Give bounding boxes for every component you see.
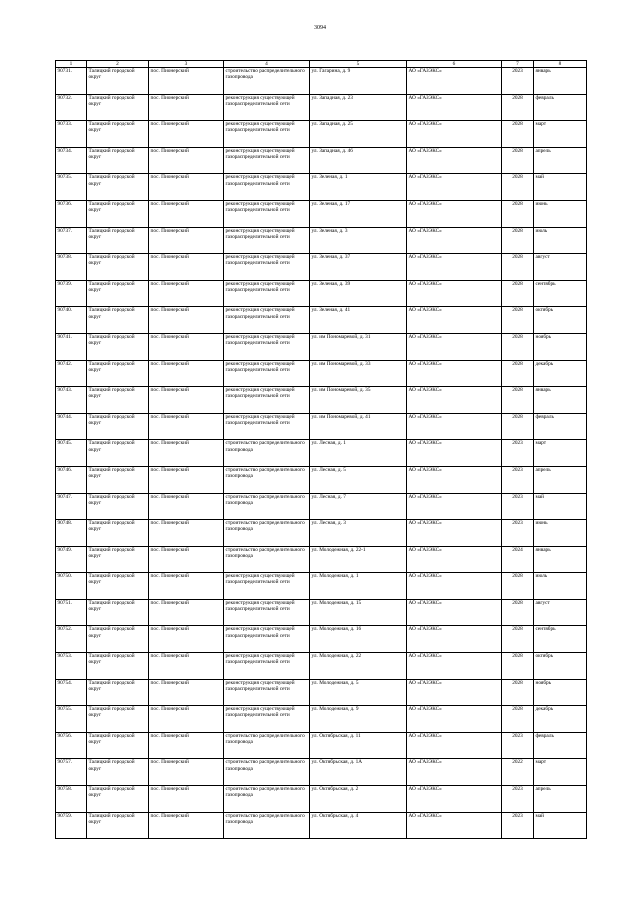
settlement-cell: пос. Пионерский [149, 360, 224, 387]
table-row [56, 599, 587, 626]
row-number: 90738. [56, 254, 87, 281]
district-cell: Талицкий городской округ [87, 121, 149, 148]
work-type-cell: строительство распределительного газопровода [224, 786, 310, 813]
district-cell: Талицкий городской округ [87, 732, 149, 759]
company-cell: АО «ГАЗЭКС» [407, 546, 502, 573]
work-type-cell: реконструкция существующей газораспределительной сети [224, 94, 310, 121]
district-cell: Талицкий городской округ [87, 147, 149, 174]
month-cell: ноябрь [534, 333, 587, 360]
settlement-cell: пос. Пионерский [149, 440, 224, 467]
company-cell: АО «ГАЗЭКС» [407, 520, 502, 547]
row-number: 90732. [56, 94, 87, 121]
district-cell: Талицкий городской округ [87, 466, 149, 493]
address-cell: ул. Западная, д. 23 [310, 94, 407, 121]
district-cell: Талицкий городской округ [87, 254, 149, 281]
column-number: 6 [407, 61, 502, 68]
month-cell: июль [534, 573, 587, 600]
column-number: 5 [310, 61, 407, 68]
district-cell: Талицкий городской округ [87, 599, 149, 626]
address-cell: ул. Лесная, д. 1 [310, 440, 407, 467]
table-row [56, 812, 587, 839]
month-cell: октябрь [534, 307, 587, 334]
column-number: 3 [149, 61, 224, 68]
month-cell: декабрь [534, 706, 587, 733]
settlement-cell: пос. Пионерский [149, 387, 224, 414]
address-cell: ул. Молодежная, д. 22-1 [310, 546, 407, 573]
work-type-cell: строительство распределительного газопровода [224, 466, 310, 493]
year-cell: 2028 [502, 413, 534, 440]
row-number: 90751. [56, 599, 87, 626]
year-cell: 2023 [502, 520, 534, 547]
year-cell: 2028 [502, 626, 534, 653]
district-cell: Талицкий городской округ [87, 360, 149, 387]
column-number-row [56, 61, 587, 68]
settlement-cell: пос. Пионерский [149, 732, 224, 759]
year-cell: 2023 [502, 732, 534, 759]
year-cell: 2023 [502, 466, 534, 493]
district-cell: Талицкий городской округ [87, 520, 149, 547]
work-type-cell: строительство распределительного газопровода [224, 732, 310, 759]
company-cell: АО «ГАЗЭКС» [407, 706, 502, 733]
company-cell: АО «ГАЗЭКС» [407, 466, 502, 493]
row-number: 90735. [56, 174, 87, 201]
work-type-cell: реконструкция существующей газораспределительной сети [224, 599, 310, 626]
year-cell: 2028 [502, 679, 534, 706]
address-cell: ул. Молодежная, д. 9 [310, 706, 407, 733]
address-cell: ул. Октябрьская, д. 4 [310, 812, 407, 839]
table-row [56, 732, 587, 759]
year-cell: 2028 [502, 387, 534, 414]
column-number: 8 [534, 61, 587, 68]
address-cell: ул. Лесная, д. 7 [310, 493, 407, 520]
table-row [56, 546, 587, 573]
month-cell: июнь [534, 200, 587, 227]
table-body [56, 61, 587, 839]
table-row [56, 706, 587, 733]
table-row [56, 413, 587, 440]
month-cell: февраль [534, 94, 587, 121]
district-cell: Талицкий городской округ [87, 679, 149, 706]
year-cell: 2023 [502, 440, 534, 467]
district-cell: Талицкий городской округ [87, 280, 149, 307]
month-cell: сентябрь [534, 626, 587, 653]
company-cell: АО «ГАЗЭКС» [407, 573, 502, 600]
district-cell: Талицкий городской округ [87, 227, 149, 254]
address-cell: ул. им Пономаревой, д. 33 [310, 360, 407, 387]
year-cell: 2028 [502, 307, 534, 334]
column-number: 7 [502, 61, 534, 68]
month-cell: сентябрь [534, 280, 587, 307]
row-number: 90759. [56, 812, 87, 839]
row-number: 90750. [56, 573, 87, 600]
company-cell: АО «ГАЗЭКС» [407, 307, 502, 334]
settlement-cell: пос. Пионерский [149, 759, 224, 786]
table-row [56, 280, 587, 307]
work-type-cell: реконструкция существующей газораспределительной сети [224, 626, 310, 653]
table-row [56, 759, 587, 786]
work-type-cell: реконструкция существующей газораспределительной сети [224, 653, 310, 680]
month-cell: февраль [534, 732, 587, 759]
year-cell: 2028 [502, 599, 534, 626]
work-type-cell: строительство распределительного газопровода [224, 546, 310, 573]
month-cell: март [534, 759, 587, 786]
table-row [56, 94, 587, 121]
month-cell: апрель [534, 786, 587, 813]
company-cell: АО «ГАЗЭКС» [407, 200, 502, 227]
district-cell: Талицкий городской округ [87, 759, 149, 786]
settlement-cell: пос. Пионерский [149, 679, 224, 706]
row-number: 90744. [56, 413, 87, 440]
company-cell: АО «ГАЗЭКС» [407, 360, 502, 387]
address-cell: ул. Лесная, д. 3 [310, 520, 407, 547]
district-cell: Талицкий городской округ [87, 387, 149, 414]
column-number: 4 [224, 61, 310, 68]
year-cell: 2028 [502, 174, 534, 201]
district-cell: Талицкий городской округ [87, 307, 149, 334]
year-cell: 2028 [502, 254, 534, 281]
row-number: 90741. [56, 333, 87, 360]
settlement-cell: пос. Пионерский [149, 706, 224, 733]
work-type-cell: строительство распределительного газопровода [224, 440, 310, 467]
table-row [56, 333, 587, 360]
page-number: 3094 [314, 25, 326, 31]
district-cell: Талицкий городской округ [87, 706, 149, 733]
year-cell: 2023 [502, 493, 534, 520]
address-cell: ул. Молодежная, д. 5 [310, 679, 407, 706]
row-number: 90754. [56, 679, 87, 706]
row-number: 90752. [56, 626, 87, 653]
work-type-cell: реконструкция существующей газораспределительной сети [224, 413, 310, 440]
year-cell: 2024 [502, 546, 534, 573]
company-cell: АО «ГАЗЭКС» [407, 440, 502, 467]
settlement-cell: пос. Пионерский [149, 121, 224, 148]
month-cell: апрель [534, 147, 587, 174]
table-row [56, 307, 587, 334]
row-number: 90756. [56, 732, 87, 759]
settlement-cell: пос. Пионерский [149, 812, 224, 839]
column-number: 2 [87, 61, 149, 68]
work-type-cell: реконструкция существующей газораспределительной сети [224, 387, 310, 414]
month-cell: январь [534, 546, 587, 573]
month-cell: январь [534, 387, 587, 414]
row-number: 90746. [56, 466, 87, 493]
company-cell: АО «ГАЗЭКС» [407, 254, 502, 281]
district-cell: Талицкий городской округ [87, 333, 149, 360]
work-type-cell: реконструкция существующей газораспределительной сети [224, 200, 310, 227]
month-cell: май [534, 174, 587, 201]
month-cell: ноябрь [534, 679, 587, 706]
address-cell: ул. Октябрьская, д. 11 [310, 732, 407, 759]
year-cell: 2028 [502, 573, 534, 600]
address-cell: ул. Западная, д. 46 [310, 147, 407, 174]
work-type-cell: реконструкция существующей газораспределительной сети [224, 360, 310, 387]
row-number: 90737. [56, 227, 87, 254]
district-cell: Талицкий городской округ [87, 68, 149, 95]
settlement-cell: пос. Пионерский [149, 466, 224, 493]
district-cell: Талицкий городской округ [87, 493, 149, 520]
company-cell: АО «ГАЗЭКС» [407, 147, 502, 174]
district-cell: Талицкий городской округ [87, 812, 149, 839]
company-cell: АО «ГАЗЭКС» [407, 812, 502, 839]
company-cell: АО «ГАЗЭКС» [407, 493, 502, 520]
row-number: 90733. [56, 121, 87, 148]
table-row [56, 121, 587, 148]
table-row [56, 653, 587, 680]
table-row [56, 360, 587, 387]
address-cell: ул. Молодежная, д. 15 [310, 599, 407, 626]
month-cell: март [534, 440, 587, 467]
row-number: 90739. [56, 280, 87, 307]
company-cell: АО «ГАЗЭКС» [407, 599, 502, 626]
company-cell: АО «ГАЗЭКС» [407, 626, 502, 653]
company-cell: АО «ГАЗЭКС» [407, 68, 502, 95]
table-row [56, 68, 587, 95]
month-cell: февраль [534, 413, 587, 440]
district-cell: Талицкий городской округ [87, 546, 149, 573]
settlement-cell: пос. Пионерский [149, 520, 224, 547]
month-cell: июль [534, 227, 587, 254]
year-cell: 2023 [502, 68, 534, 95]
settlement-cell: пос. Пионерский [149, 626, 224, 653]
address-cell: ул. Молодежная, д. 1 [310, 573, 407, 600]
work-type-cell: реконструкция существующей газораспределительной сети [224, 227, 310, 254]
work-type-cell: реконструкция существующей газораспределительной сети [224, 679, 310, 706]
company-cell: АО «ГАЗЭКС» [407, 280, 502, 307]
table-row [56, 493, 587, 520]
district-cell: Талицкий городской округ [87, 174, 149, 201]
address-cell: ул. Зеленая, д. 37 [310, 254, 407, 281]
district-cell: Талицкий городской округ [87, 626, 149, 653]
settlement-cell: пос. Пионерский [149, 280, 224, 307]
table-row [56, 200, 587, 227]
district-cell: Талицкий городской округ [87, 413, 149, 440]
month-cell: март [534, 121, 587, 148]
table-row [56, 387, 587, 414]
settlement-cell: пос. Пионерский [149, 493, 224, 520]
settlement-cell: пос. Пионерский [149, 786, 224, 813]
settlement-cell: пос. Пионерский [149, 413, 224, 440]
company-cell: АО «ГАЗЭКС» [407, 679, 502, 706]
address-cell: ул. Молодежная, д. 16 [310, 626, 407, 653]
work-type-cell: реконструкция существующей газораспределительной сети [224, 307, 310, 334]
month-cell: декабрь [534, 360, 587, 387]
address-cell: ул. Октябрьская, д. 1А [310, 759, 407, 786]
company-cell: АО «ГАЗЭКС» [407, 333, 502, 360]
column-number: 1 [56, 61, 87, 68]
row-number: 90758. [56, 786, 87, 813]
row-number: 90757. [56, 759, 87, 786]
work-type-cell: строительство распределительного газопровода [224, 68, 310, 95]
table-row [56, 786, 587, 813]
table-row [56, 626, 587, 653]
company-cell: АО «ГАЗЭКС» [407, 786, 502, 813]
work-type-cell: реконструкция существующей газораспределительной сети [224, 573, 310, 600]
year-cell: 2028 [502, 360, 534, 387]
address-cell: ул. Зеленая, д. 17 [310, 200, 407, 227]
work-type-cell: строительство распределительного газопровода [224, 759, 310, 786]
work-type-cell: строительство распределительного газопровода [224, 812, 310, 839]
address-cell: ул. Молодежная, д. 22 [310, 653, 407, 680]
company-cell: АО «ГАЗЭКС» [407, 94, 502, 121]
company-cell: АО «ГАЗЭКС» [407, 387, 502, 414]
table-row [56, 440, 587, 467]
work-type-cell: реконструкция существующей газораспределительной сети [224, 254, 310, 281]
address-cell: ул. Зеленая, д. 3 [310, 227, 407, 254]
row-number: 90740. [56, 307, 87, 334]
table-row [56, 573, 587, 600]
company-cell: АО «ГАЗЭКС» [407, 121, 502, 148]
address-cell: ул. им Пономаревой, д. 41 [310, 413, 407, 440]
address-cell: ул. Зеленая, д. 41 [310, 307, 407, 334]
month-cell: май [534, 812, 587, 839]
address-cell: ул. Зеленая, д. 1 [310, 174, 407, 201]
month-cell: январь [534, 68, 587, 95]
row-number: 90734. [56, 147, 87, 174]
row-number: 90753. [56, 653, 87, 680]
settlement-cell: пос. Пионерский [149, 200, 224, 227]
work-type-cell: реконструкция существующей газораспределительной сети [224, 280, 310, 307]
year-cell: 2028 [502, 94, 534, 121]
settlement-cell: пос. Пионерский [149, 227, 224, 254]
month-cell: октябрь [534, 653, 587, 680]
settlement-cell: пос. Пионерский [149, 94, 224, 121]
work-type-cell: строительство распределительного газопровода [224, 493, 310, 520]
address-cell: ул. им Пономаревой, д. 31 [310, 333, 407, 360]
settlement-cell: пос. Пионерский [149, 147, 224, 174]
table-row [56, 466, 587, 493]
row-number: 90731. [56, 68, 87, 95]
settlement-cell: пос. Пионерский [149, 174, 224, 201]
table-row [56, 227, 587, 254]
district-cell: Талицкий городской округ [87, 653, 149, 680]
address-cell: ул. Гагарина, д. 9 [310, 68, 407, 95]
settlement-cell: пос. Пионерский [149, 546, 224, 573]
district-cell: Талицкий городской округ [87, 94, 149, 121]
gasification-schedule-table [55, 60, 587, 839]
work-type-cell: реконструкция существующей газораспределительной сети [224, 333, 310, 360]
company-cell: АО «ГАЗЭКС» [407, 227, 502, 254]
work-type-cell: реконструкция существующей газораспределительной сети [224, 174, 310, 201]
year-cell: 2028 [502, 280, 534, 307]
year-cell: 2028 [502, 333, 534, 360]
settlement-cell: пос. Пионерский [149, 68, 224, 95]
month-cell: август [534, 254, 587, 281]
year-cell: 2028 [502, 121, 534, 148]
row-number: 90747. [56, 493, 87, 520]
address-cell: ул. Зеленая, д. 39 [310, 280, 407, 307]
month-cell: май [534, 493, 587, 520]
row-number: 90755. [56, 706, 87, 733]
address-cell: ул. им Пономаревой, д. 35 [310, 387, 407, 414]
settlement-cell: пос. Пионерский [149, 254, 224, 281]
settlement-cell: пос. Пионерский [149, 307, 224, 334]
district-cell: Талицкий городской округ [87, 440, 149, 467]
month-cell: апрель [534, 466, 587, 493]
table-row [56, 254, 587, 281]
year-cell: 2028 [502, 653, 534, 680]
month-cell: июнь [534, 520, 587, 547]
district-cell: Талицкий городской округ [87, 200, 149, 227]
row-number: 90742. [56, 360, 87, 387]
work-type-cell: реконструкция существующей газораспределительной сети [224, 706, 310, 733]
company-cell: АО «ГАЗЭКС» [407, 732, 502, 759]
year-cell: 2028 [502, 227, 534, 254]
settlement-cell: пос. Пионерский [149, 599, 224, 626]
work-type-cell: реконструкция существующей газораспределительной сети [224, 121, 310, 148]
address-cell: ул. Западная, д. 25 [310, 121, 407, 148]
year-cell: 2028 [502, 706, 534, 733]
address-cell: ул. Октябрьская, д. 2 [310, 786, 407, 813]
company-cell: АО «ГАЗЭКС» [407, 413, 502, 440]
table-row [56, 174, 587, 201]
table-row [56, 520, 587, 547]
settlement-cell: пос. Пионерский [149, 333, 224, 360]
row-number: 90743. [56, 387, 87, 414]
month-cell: август [534, 599, 587, 626]
company-cell: АО «ГАЗЭКС» [407, 174, 502, 201]
work-type-cell: строительство распределительного газопровода [224, 520, 310, 547]
district-cell: Талицкий городской округ [87, 786, 149, 813]
year-cell: 2028 [502, 200, 534, 227]
settlement-cell: пос. Пионерский [149, 573, 224, 600]
year-cell: 2023 [502, 786, 534, 813]
table-row [56, 679, 587, 706]
district-cell: Талицкий городской округ [87, 573, 149, 600]
table-row [56, 147, 587, 174]
company-cell: АО «ГАЗЭКС» [407, 653, 502, 680]
row-number: 90745. [56, 440, 87, 467]
year-cell: 2023 [502, 812, 534, 839]
row-number: 90736. [56, 200, 87, 227]
year-cell: 2028 [502, 147, 534, 174]
company-cell: АО «ГАЗЭКС» [407, 759, 502, 786]
work-type-cell: реконструкция существующей газораспределительной сети [224, 147, 310, 174]
row-number: 90748. [56, 520, 87, 547]
year-cell: 2022 [502, 759, 534, 786]
settlement-cell: пос. Пионерский [149, 653, 224, 680]
row-number: 90749. [56, 546, 87, 573]
address-cell: ул. Лесная, д. 5 [310, 466, 407, 493]
